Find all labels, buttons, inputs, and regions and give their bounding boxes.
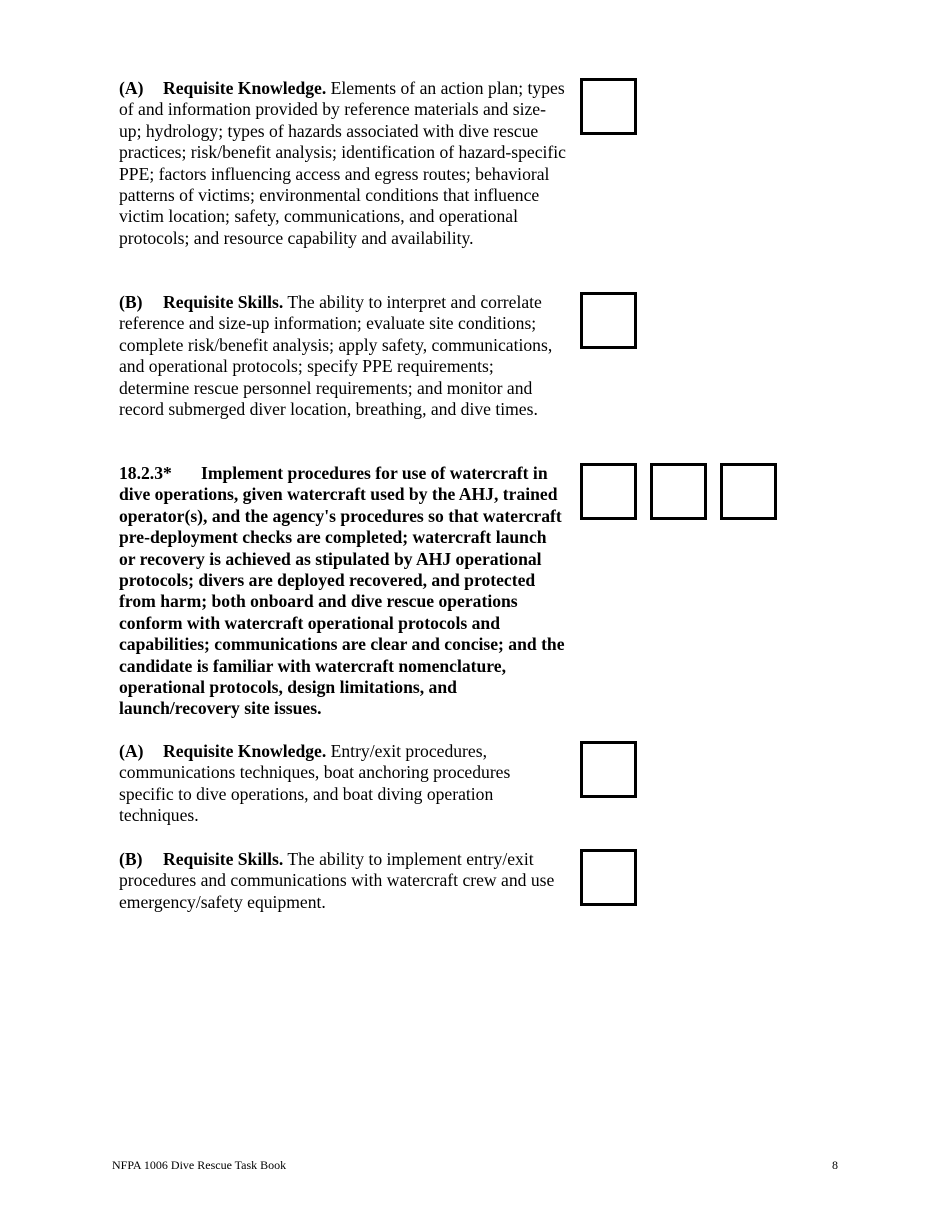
signoff-checkbox-1[interactable] — [580, 463, 637, 520]
item-text: Entry/exit procedures, communications techniques, boat anchoring procedures specific to dive operations, and boat diving operation techniques. — [119, 741, 511, 826]
item-heading: Requisite Skills. — [163, 849, 284, 869]
page-number: 8 — [832, 1158, 838, 1172]
jpr-paragraph — [119, 463, 567, 720]
item-text: The ability to implement entry/exit procedures and communications with watercraft crew and use emergency/safety equipment. — [119, 849, 555, 912]
requisite-knowledge-paragraph — [119, 78, 567, 249]
item-tag: (A) — [119, 741, 144, 761]
item-heading: Requisite Skills. — [163, 292, 284, 312]
item-heading: Requisite Knowledge. — [163, 78, 327, 98]
requisite-skills-paragraph — [119, 292, 567, 420]
signoff-checkbox[interactable] — [580, 78, 637, 135]
item-text: Elements of an action plan; types of and information provided by reference materials and size-up; hydrology; types of hazards associated with dive rescue practices; risk/benefit analysis; identification of hazard-specific PPE; factors influencing access and egress routes; behavioral patterns of victims; environmental conditions that influence victim location; safety, communications, and operational protocols; and resource capability and availability. — [119, 78, 566, 248]
item-tag: (A) — [119, 78, 144, 98]
item-tag: (B) — [119, 292, 143, 312]
item-tag: (B) — [119, 849, 143, 869]
jpr-text: Implement procedures for use of watercraft in dive operations, given watercraft used by the AHJ, trained operator(s), and the agency's procedures so that watercraft pre-deployment checks are completed; watercraft launch or recovery is achieved as stipulated by AHJ operational protocols; divers are deployed recovered, and protected from harm; both onboard and dive rescue operations conform with watercraft operational protocols and capabilities; communications are clear and concise; and the candidate is familiar with watercraft nomenclature, operational protocols, design limitations, and launch/recovery site issues. — [119, 463, 565, 719]
signoff-checkbox[interactable] — [580, 292, 637, 349]
signoff-checkbox[interactable] — [580, 849, 637, 906]
jpr-number: 18.2.3* — [119, 463, 172, 483]
requisite-skills-paragraph — [119, 849, 567, 913]
requisite-knowledge-paragraph — [119, 741, 567, 827]
item-text: The ability to interpret and correlate reference and size-up information; evaluate site conditions; complete risk/benefit analysis; apply safety, communications, and operational protocols; specify PPE requirements; determine rescue personnel requirements; and monitor and record submerged diver location, breathing, and dive times. — [119, 292, 553, 420]
item-heading: Requisite Knowledge. — [163, 741, 327, 761]
signoff-checkbox-3[interactable] — [720, 463, 777, 520]
signoff-checkbox-2[interactable] — [650, 463, 707, 520]
footer-title: NFPA 1006 Dive Rescue Task Book — [112, 1158, 287, 1172]
signoff-checkbox[interactable] — [580, 741, 637, 798]
